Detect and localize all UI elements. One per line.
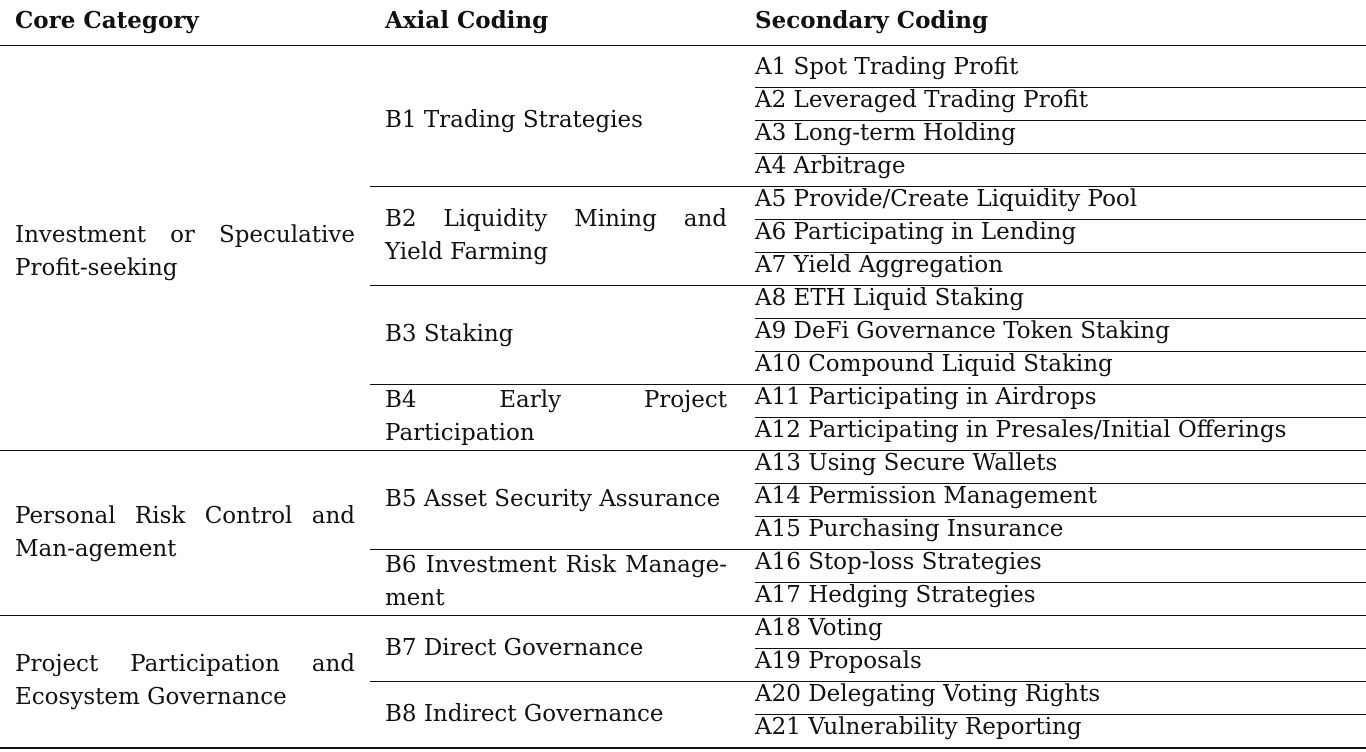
secondary-divider [755,219,1366,220]
secondary-coding-item: A20 Delegating Voting Rights [755,681,1101,707]
secondary-coding-item: A18 Voting [755,615,883,641]
secondary-coding-item: A7 Yield Aggregation [755,252,1004,278]
secondary-coding-item: A4 Arbitrage [755,153,906,179]
secondary-coding-item: A11 Participating in Airdrops [755,384,1097,410]
secondary-coding-item: A1 Spot Trading Profit [755,54,1019,80]
secondary-divider [755,483,1366,484]
secondary-divider [755,252,1366,253]
secondary-coding-item: A6 Participating in Lending [755,219,1077,245]
header-core-category: Core Category [15,7,199,34]
secondary-divider [755,87,1366,88]
core-category-cell: Project Participation and Ecosystem Governance [15,651,355,710]
secondary-divider [755,153,1366,154]
secondary-coding-item: A16 Stop-loss Strategies [755,549,1042,575]
axial-coding-cell: B4 Early Project Participation [385,387,727,446]
secondary-divider [755,318,1366,319]
header-secondary-coding: Secondary Coding [755,7,989,34]
secondary-divider [755,714,1366,715]
axial-coding-cell: B8 Indirect Governance [385,700,664,727]
header-rule [0,45,1366,46]
secondary-divider [755,648,1366,649]
secondary-divider [755,120,1366,121]
secondary-coding-item: A5 Provide/Create Liquidity Pool [755,186,1138,212]
axial-coding-cell: B2 Liquidity Mining and Yield Farming [385,205,727,265]
bottom-rule [0,747,1366,749]
secondary-divider [755,582,1366,583]
secondary-coding-item: A2 Leveraged Trading Profit [755,87,1088,113]
secondary-coding-item: A3 Long-term Holding [755,120,1016,146]
secondary-coding-item: A17 Hedging Strategies [755,582,1036,608]
header-axial-coding: Axial Coding [385,7,549,34]
secondary-coding-item: A19 Proposals [755,648,922,674]
secondary-coding-item: A9 DeFi Governance Token Staking [755,318,1170,344]
core-category-cell: Personal Risk Control and Man-agement [15,502,355,562]
secondary-divider [755,351,1366,352]
secondary-coding-item: A12 Participating in Presales/Initial Offerings [755,417,1287,443]
secondary-coding-item: A14 Permission Management [755,483,1097,509]
axial-coding-cell: B3 Staking [385,321,514,347]
axial-coding-cell: B7 Direct Governance [385,634,644,661]
secondary-coding-item: A10 Compound Liquid Staking [755,351,1113,377]
secondary-coding-item: A13 Using Secure Wallets [755,450,1058,476]
secondary-divider [755,516,1366,517]
axial-coding-cell: B6 Investment Risk Manage-ment [385,552,727,611]
secondary-coding-item: A21 Vulnerability Reporting [755,714,1082,740]
secondary-coding-item: A8 ETH Liquid Staking [755,285,1025,311]
secondary-coding-item: A15 Purchasing Insurance [755,516,1064,542]
axial-coding-cell: B5 Asset Security Assurance [385,486,721,512]
table-header [0,0,1366,46]
axial-coding-cell: B1 Trading Strategies [385,106,643,133]
secondary-divider [755,417,1366,418]
core-category-cell: Investment or Speculative Profit-seeking [15,222,355,281]
